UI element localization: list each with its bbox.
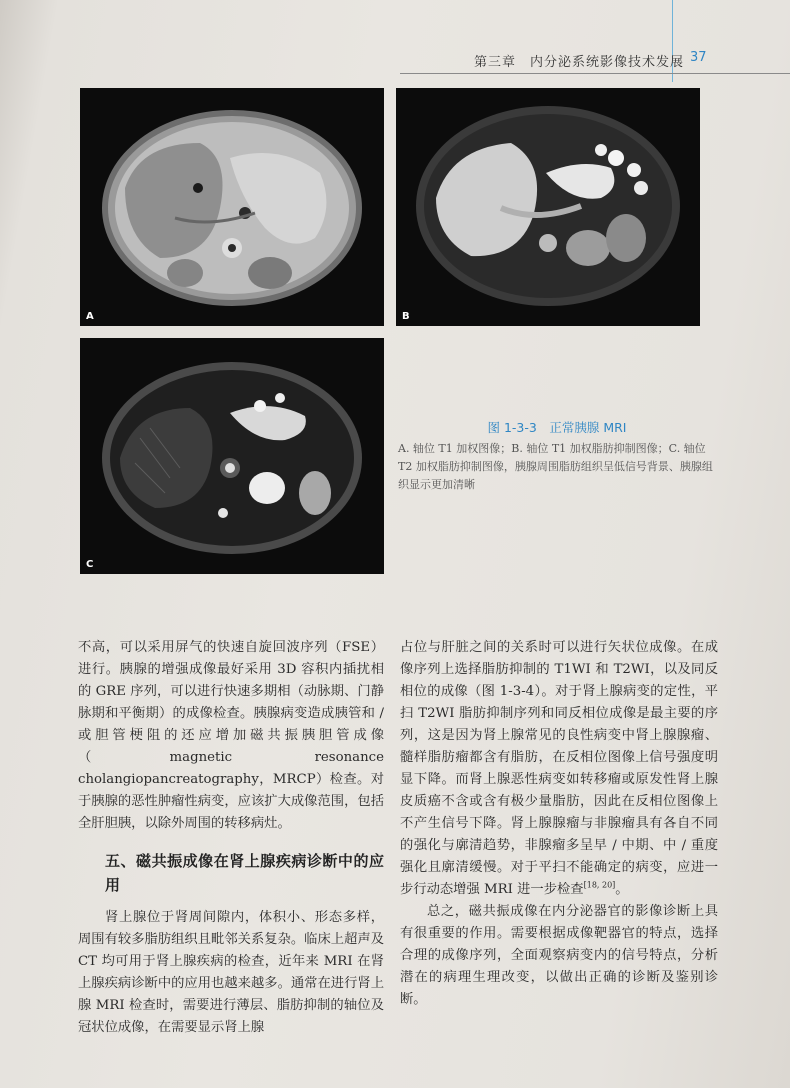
- paragraph-adrenal-sequences: [400, 637, 718, 901]
- panel-label-a: A: [86, 311, 94, 322]
- running-header: 第三章 内分泌系统影像技术发展: [474, 55, 685, 70]
- paragraph-end: 。: [615, 882, 629, 897]
- citation-ref: [18, 20]: [583, 880, 616, 890]
- paragraph-summary: 总之，磁共振成像在内分泌器官的影像诊断上具有很重要的作用。需要根据成像靶器官的特点，选择合理的成像序列，全面观察病变内的信号特点，分析潜在的病理生理改变，以做出正确的诊断及鉴别诊断。: [400, 904, 718, 1007]
- mri-figure-a: [80, 88, 384, 326]
- header-rule: [400, 73, 790, 74]
- mri-figure-b: [396, 88, 700, 326]
- section-heading: 五、磁共振成像在肾上腺疾病诊断中的应用: [105, 852, 384, 894]
- body-right-column: [400, 637, 718, 1011]
- page-number: 37: [690, 50, 707, 65]
- paragraph-text: 占位与肝脏之间的关系时可以进行矢状位成像。在成像序列上选择脂肪抑制的 T1WI 和 T2WI，以及同反相位的成像（图 1-3-4）。对于肾上腺病变的定性，平扫 T2WI 脂肪抑制序列和同反相位成像是最主要的序列，这是因为肾上腺常见的良性病变中肾上腺腺瘤、髓样脂肪瘤都含有脂肪，在反相位图像上信号强度明显下降。而肾上腺恶性病变如转移瘤或原发性肾上腺皮质癌不含或含有极少量脂肪，因此在反相位图像上不产生信号下降。肾上腺腺瘤与非腺瘤具有各自不同的强化与廓清趋势，非腺瘤多呈早 / 中期、中 / 重度强化且廓清缓慢。对于平扫不能确定的病变，应进一步行动态增强 MRI 进一步检查: [400, 640, 718, 897]
- body-left-column: [78, 637, 384, 1039]
- paragraph-fse: 不高，可以采用屏气的快速自旋回波序列（FSE）进行。胰腺的增强成像最好采用 3D 容积内插扰相的 GRE 序列，可以进行快速多期相（动脉期、门静脉期和平衡期）的成像检查。胰腺病变造成胰管和 / 或胆管梗阻的还应增加磁共振胰胆管成像（magnetic resonance cholangiopancreatography，MRCP）检查。对于胰腺的恶性肿瘤性病变，应该扩大成像范围，包括全肝胆胰，以除外周围的转移病灶。: [78, 640, 384, 831]
- caption-title: 图 1-3-3 正常胰腺 MRI: [487, 420, 627, 435]
- caption-body: A. 轴位 T1 加权图像；B. 轴位 T1 加权脂肪抑制图像；C. 轴位 T2 加权脂肪抑制图像，胰腺周围脂肪组织呈低信号背景、胰腺组织显示更加清晰: [398, 442, 713, 491]
- paragraph-adrenal-intro: 肾上腺位于肾周间隙内，体积小、形态多样，周围有较多脂肪组织且毗邻关系复杂。临床上超声及 CT 均可用于肾上腺疾病的检查，近年来 MRI 在肾上腺疾病诊断中的应用也越来越多。通常在进行肾上腺 MRI 检查时，需要进行薄层、脂肪抑制的轴位及冠状位成像，在需要显示肾上腺: [78, 910, 384, 1035]
- mri-figure-c: [80, 338, 384, 574]
- panel-label-c: C: [86, 559, 94, 570]
- panel-label-b: B: [402, 311, 410, 322]
- figure-caption: [398, 418, 716, 494]
